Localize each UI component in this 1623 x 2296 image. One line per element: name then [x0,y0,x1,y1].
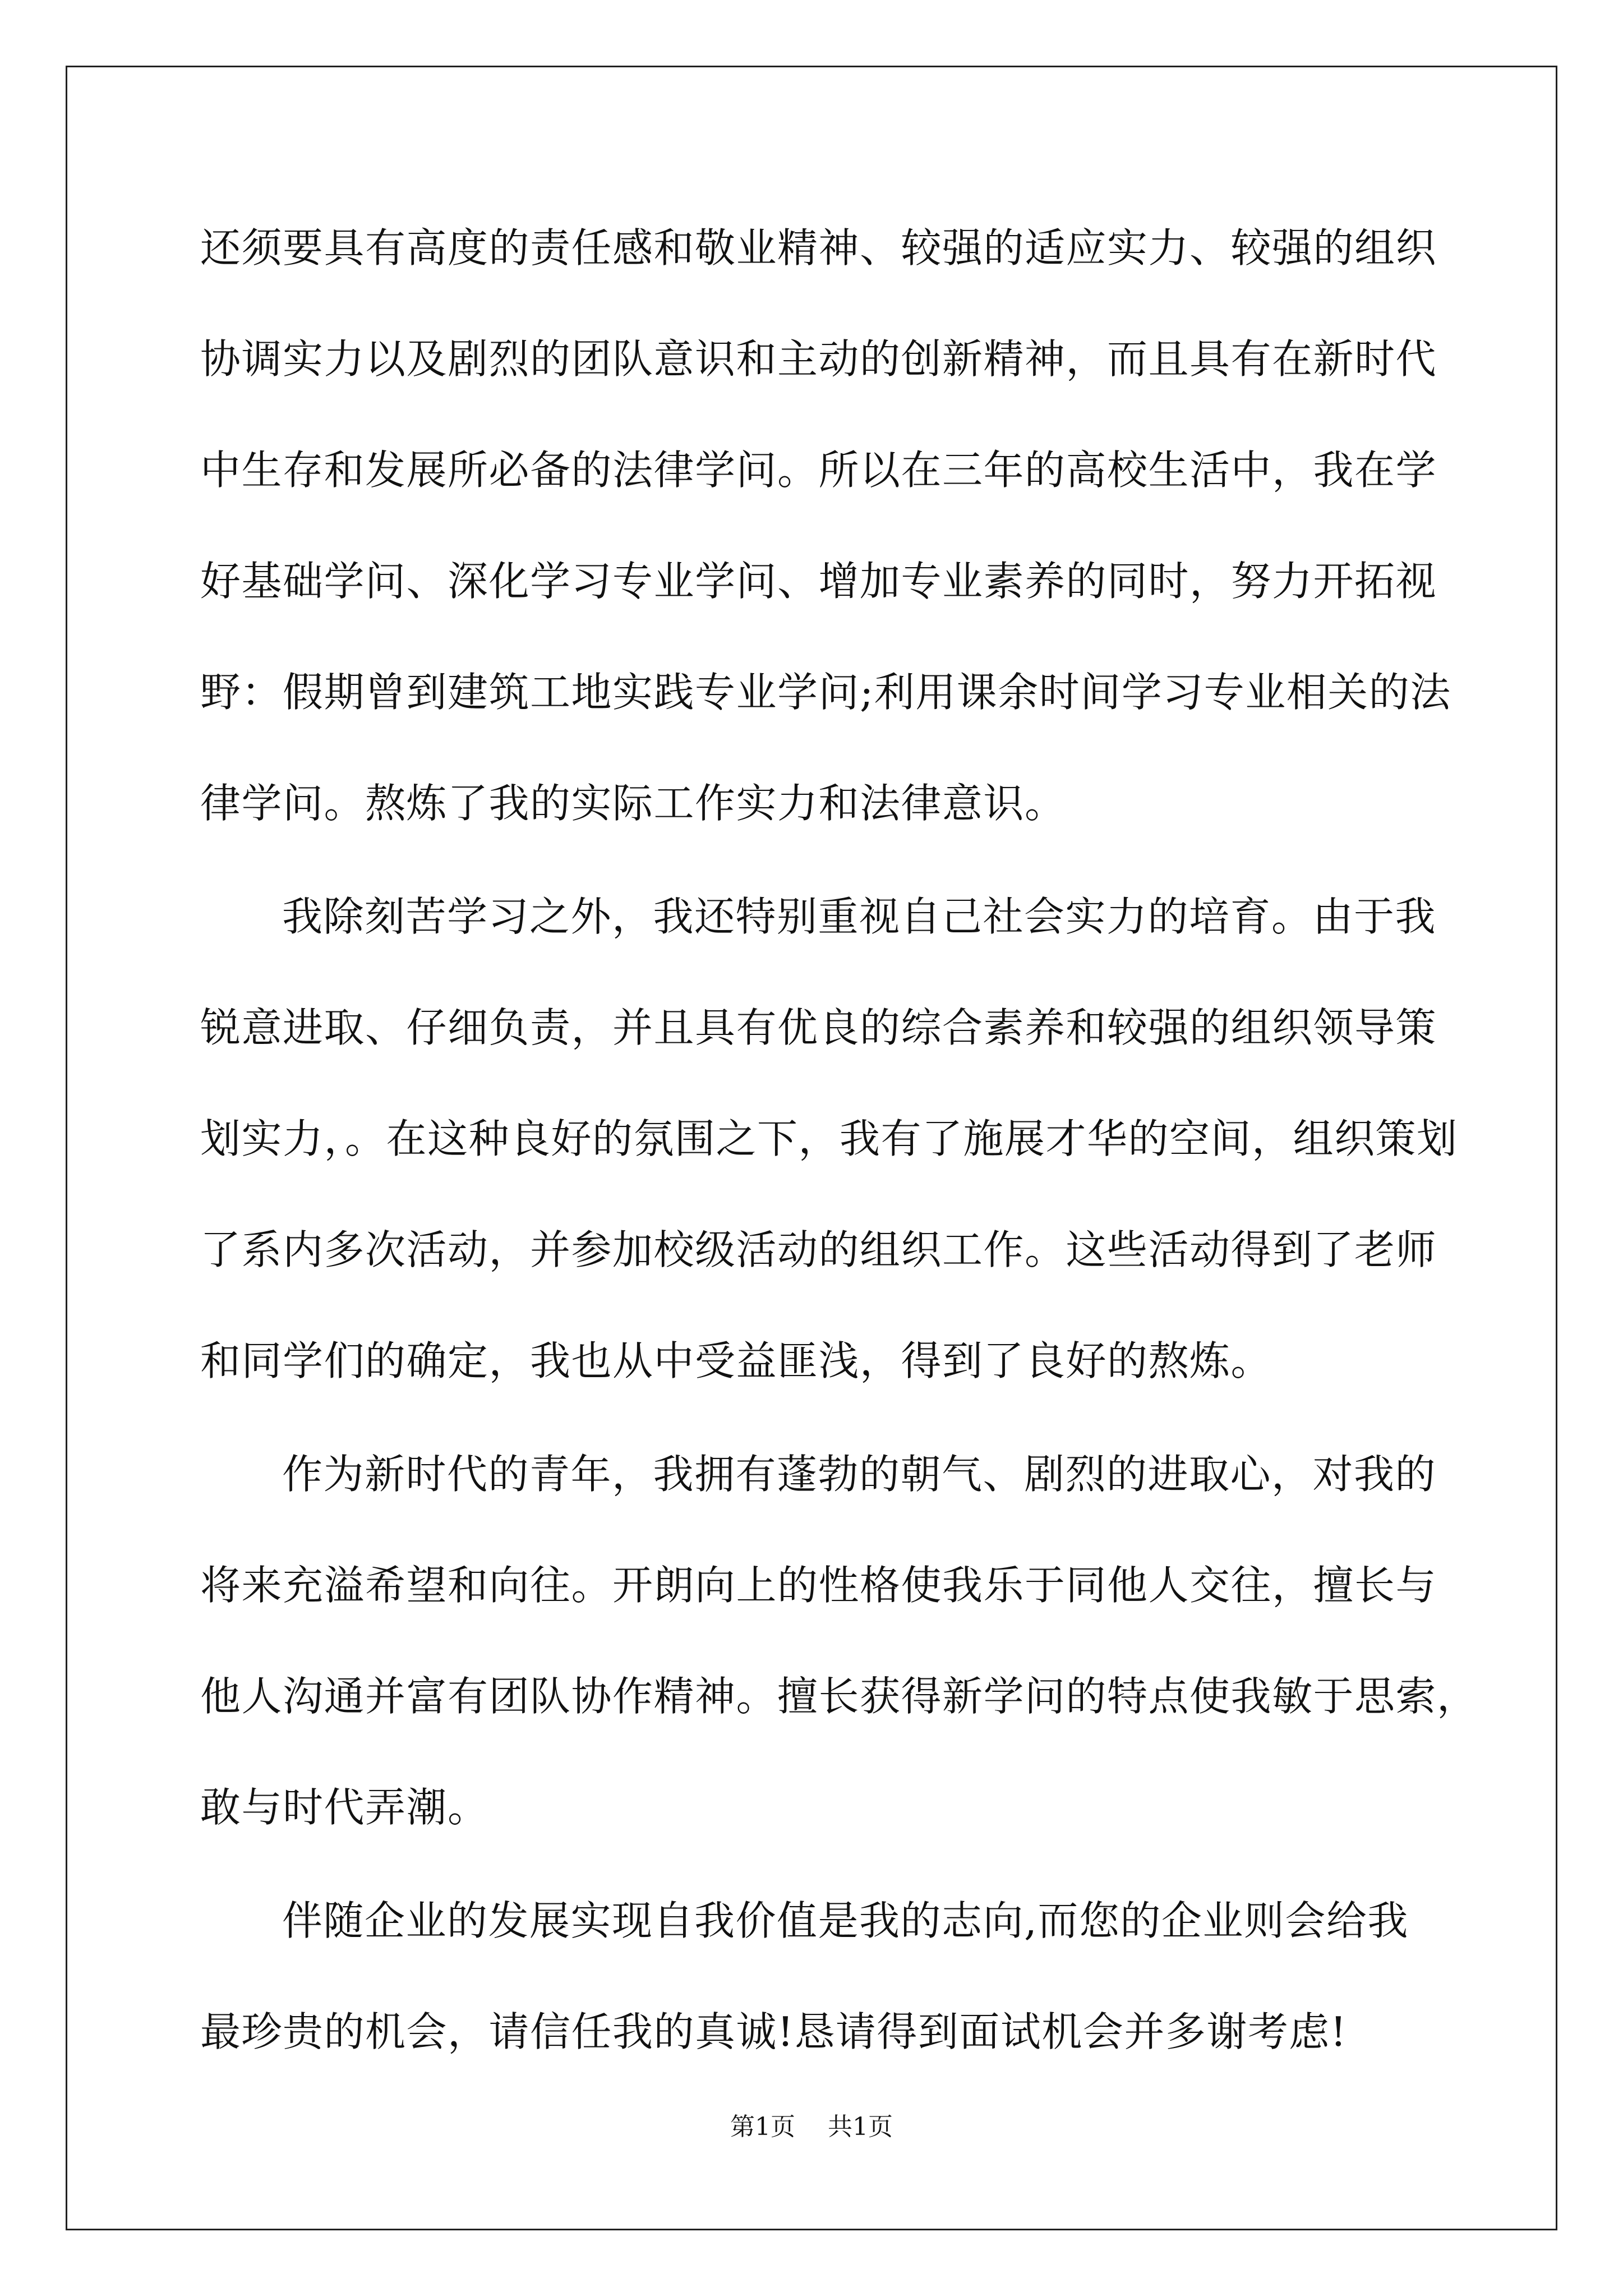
paragraph-1-line-2: 协调实力以及剧烈的团队意识和主动的创新精神，而且具有在新时代 [200,335,1437,383]
paragraph-4-line-2: 最珍贵的机会，请信任我的真诚!恳请得到面试机会并多谢考虑! [200,2008,1348,2055]
page-footer [0,2110,1623,2144]
paragraph-1-line-1: 还须要具有高度的责任感和敬业精神、较强的适应实力、较强的组织 [200,224,1437,272]
paragraph-4-line-1: 伴随企业的发展实现自我价值是我的志向,而您的企业则会给我 [282,1897,1409,1944]
paragraph-1-line-4: 好基础学问、深化学习专业学问、增加专业素养的同时，努力开拓视 [200,558,1437,605]
paragraph-3-line-2: 将来充溢希望和向往。开朗向上的性格使我乐于同他人交往，擅长与 [200,1562,1437,1609]
paragraph-1-line-3: 中生存和发展所必备的法律学问。所以在三年的高校生活中，我在学 [200,447,1437,494]
paragraph-2-line-3: 划实力，。在这种良好的氛围之下，我有了施展才华的空间，组织策划 [200,1115,1458,1162]
paragraph-2-line-2: 锐意进取、仔细负责，并且具有优良的综合素养和较强的组织领导策 [200,1004,1437,1051]
paragraph-2-line-4: 了系内多次活动，并参加校级活动的组织工作。这些活动得到了老师 [200,1226,1437,1273]
paragraph-3-line-4: 敢与时代弄潮。 [200,1784,489,1831]
paragraph-3-line-3: 他人沟通并富有团队协作精神。擅长获得新学问的特点使我敏于思索， [200,1673,1478,1720]
page-number-total: 共1页 [828,2113,893,2141]
paragraph-2-line-1: 我除刻苦学习之外，我还特别重视自己社会实力的培育。由于我 [282,893,1437,940]
paragraph-2-line-5: 和同学们的确定，我也从中受益匪浅，得到了良好的熬炼。 [200,1337,1272,1384]
paragraph-3-line-1: 作为新时代的青年，我拥有蓬勃的朝气、剧烈的进取心，对我的 [282,1451,1437,1498]
paragraph-1-line-6: 律学问。熬炼了我的实际工作实力和法律意识。 [200,780,1066,827]
document-body [200,192,1478,2087]
paragraph-1-line-5: 野：假期曾到建筑工地实践专业学问;利用课余时间学习专业相关的法 [200,669,1451,716]
page-number-current: 第1页 [730,2113,795,2141]
